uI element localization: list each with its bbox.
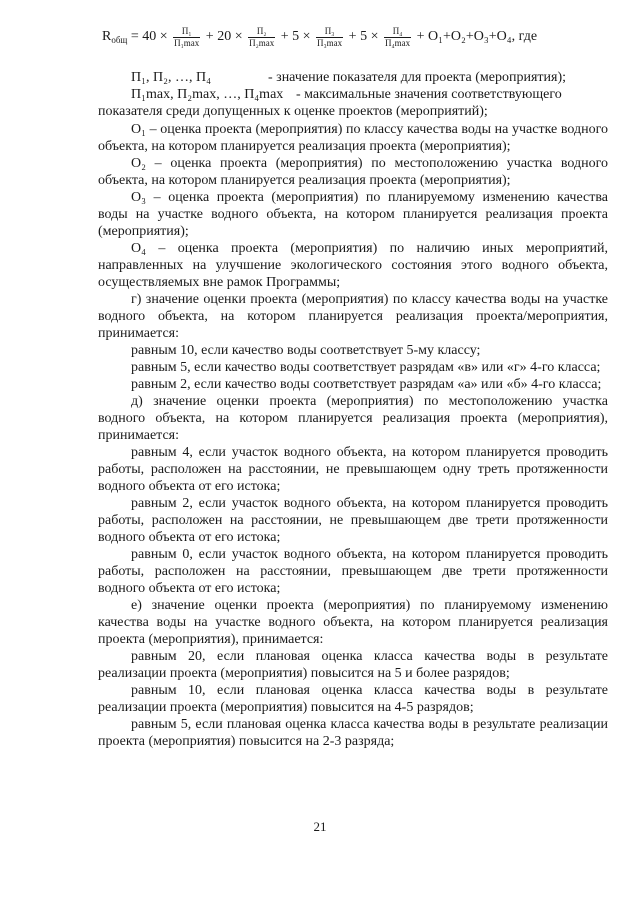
paragraph-d-2: равным 2, если участок водного объекта, на котором планируется проводить работы, расположен на расстоянии, не превышающем две трети протяженности водного объекта от его истока; xyxy=(98,496,608,545)
formula-op: = 40 × xyxy=(127,29,172,44)
formula-op: + 5 × xyxy=(345,29,382,44)
page-number: 21 xyxy=(313,819,327,834)
formula-lhs: $R_{общ}$ xyxy=(102,28,128,45)
definition-text-1: - значение показателя для проекта (мероприятия); xyxy=(268,70,567,85)
paragraph-o4: O₄ – оценка проекта (мероприятия) по наличию иных мероприятий, направленных на улучшение экологического состояния этого водного объекта, осуществляемых вне рамок Программы; xyxy=(98,241,608,290)
score-formula xyxy=(102,20,602,54)
paragraph-d-1: равным 4, если участок водного объекта, на котором планируется проводить работы, расположен на расстоянии, не превышающем одну треть протяженности водного объекта от его истока; xyxy=(98,445,608,494)
paragraph-o3: O₃ – оценка проекта (мероприятия) по планируемому изменению качества воды на участке водного объекта, на котором планируется реализация проекта (мероприятия); xyxy=(98,190,608,239)
formula-fraction-4: $\frac{\text{П₄}}{\text{П₄max}}$ xyxy=(384,25,411,48)
formula-fraction-1: $\frac{\text{П₁}}{\text{П₁max}}$ xyxy=(174,25,200,48)
paragraph-g: г) значение оценки проекта (мероприятия) по классу качества воды на участке водного объекта, на котором планируется реализация проекта/мероприятия, принимается: xyxy=(98,292,608,341)
definition-text-2-cont: показателя среди допущенных к оценке проектов (мероприятий); xyxy=(98,104,488,119)
paragraph-e-3: равным 5, если плановая оценка класса качества воды в результате реализации проекта (мероприятия) повысится на 2-3 разряда; xyxy=(98,717,608,749)
paragraph-g-1: равным 10, если качество воды соответствует 5-му классу; xyxy=(131,343,481,358)
formula-op: + 5 × xyxy=(277,29,315,44)
formula-op: + 20 × xyxy=(202,29,247,44)
definition-symbols-1: П₁, П₂, …, П₄ xyxy=(131,70,211,85)
paragraph-e-1: равным 20, если плановая оценка класса качества воды в результате реализации проекта (мероприятия) повысится на 5 и более разрядов; xyxy=(98,649,608,681)
definition-symbols-2: П₁max, П₂max, …, П₄max xyxy=(131,87,284,102)
paragraph-g-3: равным 2, если качество воды соответствует разрядам «а» или «б» 4-го класса; xyxy=(131,377,602,392)
body-text xyxy=(98,121,608,750)
formula-fraction-3: $\frac{\text{П₃}}{\text{П₃max}}$ xyxy=(317,25,343,48)
paragraph-d: д) значение оценки проекта (мероприятия) по местоположению участка водного объекта, на котором планируется реализация проекта (мероприятия), принимается: xyxy=(98,394,608,443)
formula-fraction-2: $\frac{\text{П₂}}{\text{П₂max}}$ xyxy=(249,25,275,48)
paragraph-e: е) значение оценки проекта (мероприятия) по планируемому изменению качества воды на участке водного объекта, на котором планируется реализация проекта (мероприятия), принимается: xyxy=(98,598,608,647)
paragraph-e-2: равным 10, если плановая оценка класса качества воды в результате реализации проекта (мероприятия) повысится на 4-5 разрядов; xyxy=(98,683,608,715)
paragraph-g-2: равным 5, если качество воды соответствует разрядам «в» или «г» 4-го класса; xyxy=(131,360,601,375)
paragraph-d-3: равным 0, если участок водного объекта, на котором планируется проводить работы, расположен на расстоянии, превышающем две трети протяженности водного объекта от его истока; xyxy=(98,547,608,596)
formula-tail: + O₁+O₂+O₃+O₄, где xyxy=(413,29,538,44)
paragraph-o1: O₁ – оценка проекта (мероприятия) по классу качества воды на участке водного объекта, на котором планируется реализация проекта (мероприятия); xyxy=(98,122,608,154)
paragraph-o2: O₂ – оценка проекта (мероприятия) по местоположению участка водного объекта, на котором планируется реализация проекта (мероприятия); xyxy=(98,156,608,188)
definition-text-2: - максимальные значения соответствующего xyxy=(296,87,562,102)
